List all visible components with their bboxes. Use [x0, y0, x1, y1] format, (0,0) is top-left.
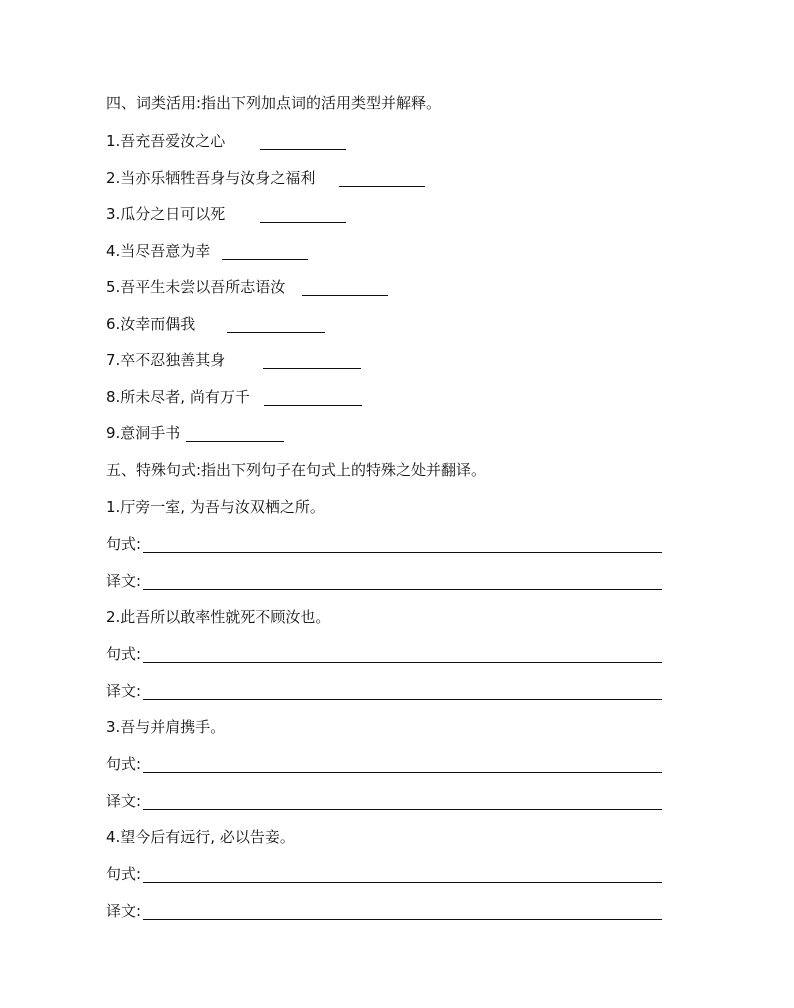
section5-item-2: 2.此吾所以敢率性就死不顾汝也。: [106, 608, 331, 626]
translation-answer-line[interactable]: [143, 573, 662, 590]
form-answer-line[interactable]: [143, 756, 662, 773]
translation-row: [106, 569, 662, 593]
answer-blank[interactable]: [222, 243, 308, 260]
answer-blank[interactable]: [227, 316, 325, 333]
section4-item-8: 8.所未尽者, 尚有万千: [106, 385, 362, 409]
answer-blank[interactable]: [260, 133, 346, 150]
sentence-form-row: [106, 532, 662, 556]
section5-heading: 五、特殊句式:指出下列句子在句式上的特殊之处并翻译。: [106, 461, 487, 479]
form-label: 句式:: [106, 645, 142, 663]
answer-blank[interactable]: [339, 170, 425, 187]
section5-item-3: 3.吾与并肩携手。: [106, 718, 226, 736]
answer-blank[interactable]: [263, 352, 361, 369]
translation-row: [106, 679, 662, 703]
sentence-form-row: [106, 642, 662, 666]
section4-item-3: 3.瓜分之日可以死: [106, 202, 346, 226]
sentence-form-row: [106, 862, 662, 886]
section4-item-4: 4.当尽吾意为幸: [106, 239, 308, 263]
form-answer-line[interactable]: [143, 866, 662, 883]
form-answer-line[interactable]: [143, 646, 662, 663]
translation-answer-line[interactable]: [143, 683, 662, 700]
section4-heading: 四、词类活用:指出下列加点词的活用类型并解释。: [106, 94, 442, 112]
section4-item-7: 7.卒不忍独善其身: [106, 348, 361, 372]
translation-row: [106, 899, 662, 923]
section4-item-6: 6.汝幸而偶我: [106, 312, 325, 336]
translation-answer-line[interactable]: [143, 793, 662, 810]
answer-blank[interactable]: [302, 279, 388, 296]
section5-item-1: 1.厅旁一室, 为吾与汝双栖之所。: [106, 498, 325, 516]
translation-label: 译文:: [106, 572, 142, 590]
sentence-form-row: [106, 752, 662, 776]
section4-item-5: 5.吾平生未尝以吾所志语汝: [106, 275, 388, 299]
section4-item-1: 1.吾充吾爱汝之心: [106, 129, 346, 153]
form-label: 句式:: [106, 755, 142, 773]
translation-label: 译文:: [106, 682, 142, 700]
form-label: 句式:: [106, 535, 142, 553]
translation-row: [106, 789, 662, 813]
section4-item-9: 9.意洞手书: [106, 421, 284, 445]
translation-label: 译文:: [106, 792, 142, 810]
form-answer-line[interactable]: [143, 536, 662, 553]
translation-answer-line[interactable]: [143, 903, 662, 920]
answer-blank[interactable]: [264, 389, 362, 406]
answer-blank[interactable]: [260, 206, 346, 223]
section4-item-2: 2.当亦乐牺牲吾身与汝身之福利: [106, 166, 425, 190]
answer-blank[interactable]: [186, 425, 284, 442]
form-label: 句式:: [106, 865, 142, 883]
translation-label: 译文:: [106, 902, 142, 920]
section5-item-4: 4.望今后有远行, 必以告妾。: [106, 828, 295, 846]
